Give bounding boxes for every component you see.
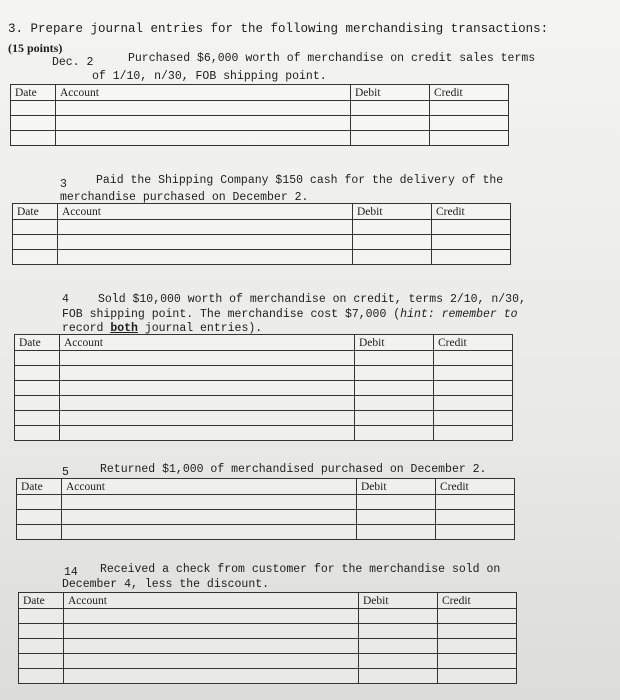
table-row[interactable]	[15, 351, 513, 366]
column-header-debit: Debit	[355, 335, 434, 351]
entry-5-line-2: December 4, less the discount.	[62, 578, 270, 591]
table-row[interactable]	[15, 366, 513, 381]
journal-table-3	[14, 334, 513, 441]
table-row[interactable]	[15, 426, 513, 441]
entry-5-line-1: Received a check from customer for the merchandise sold on	[100, 563, 501, 576]
table-row[interactable]	[19, 624, 517, 639]
entry-2-line-1: Paid the Shipping Company $150 cash for the delivery of the	[96, 174, 504, 187]
entry-date-4: 4	[62, 293, 69, 306]
table-row[interactable]	[13, 235, 511, 250]
column-header-debit: Debit	[359, 593, 438, 609]
table-row[interactable]	[11, 101, 509, 116]
entry-3-line-3: record both journal entries).	[62, 322, 263, 335]
entry-date-5: 5	[62, 466, 69, 479]
column-header-date: Date	[13, 204, 58, 220]
column-header-credit: Credit	[430, 85, 509, 101]
entry-3-line-1: Sold $10,000 worth of merchandise on credit, terms 2/10, n/30,	[98, 293, 526, 306]
table-row[interactable]	[17, 495, 515, 510]
column-header-account: Account	[58, 204, 353, 220]
column-header-debit: Debit	[351, 85, 430, 101]
journal-table-2	[12, 203, 511, 265]
column-header-debit: Debit	[357, 479, 436, 495]
question-points: (15 points)	[8, 41, 63, 55]
column-header-account: Account	[62, 479, 357, 495]
entry-4-line-1: Returned $1,000 of merchandised purchased on December 2.	[100, 463, 487, 476]
column-header-date: Date	[19, 593, 64, 609]
question-title: 3. Prepare journal entries for the following merchandising transactions:	[8, 22, 549, 36]
column-header-date: Date	[11, 85, 56, 101]
table-row[interactable]	[13, 220, 511, 235]
entry-2-line-2: merchandise purchased on December 2.	[60, 191, 309, 204]
table-row[interactable]	[15, 411, 513, 426]
table-row[interactable]	[13, 250, 511, 265]
column-header-account: Account	[56, 85, 351, 101]
table-row[interactable]	[17, 510, 515, 525]
table-row[interactable]	[19, 669, 517, 684]
column-header-credit: Credit	[432, 204, 511, 220]
column-header-date: Date	[15, 335, 60, 351]
column-header-credit: Credit	[434, 335, 513, 351]
table-row[interactable]	[19, 609, 517, 624]
column-header-account: Account	[64, 593, 359, 609]
table-row[interactable]	[11, 131, 509, 146]
journal-table-1	[10, 84, 509, 146]
table-row[interactable]	[17, 525, 515, 540]
column-header-credit: Credit	[436, 479, 515, 495]
table-row[interactable]	[15, 396, 513, 411]
entry-date-dec-2: Dec. 2	[52, 56, 94, 69]
table-row[interactable]	[19, 654, 517, 669]
column-header-date: Date	[17, 479, 62, 495]
table-row[interactable]	[11, 116, 509, 131]
column-header-account: Account	[60, 335, 355, 351]
column-header-credit: Credit	[438, 593, 517, 609]
entry-date-14: 14	[64, 566, 78, 579]
table-row[interactable]	[19, 639, 517, 654]
entry-1-line-1: Purchased $6,000 worth of merchandise on credit sales terms	[128, 52, 536, 65]
journal-table-5	[18, 592, 517, 684]
entry-3-line-2: FOB shipping point. The merchandise cost $7,000 (hint: remember to	[62, 308, 518, 321]
column-header-debit: Debit	[353, 204, 432, 220]
journal-table-4	[16, 478, 515, 540]
entry-date-3: 3	[60, 178, 67, 191]
table-row[interactable]	[15, 381, 513, 396]
entry-1-line-2: of 1/10, n/30, FOB shipping point.	[92, 70, 327, 83]
